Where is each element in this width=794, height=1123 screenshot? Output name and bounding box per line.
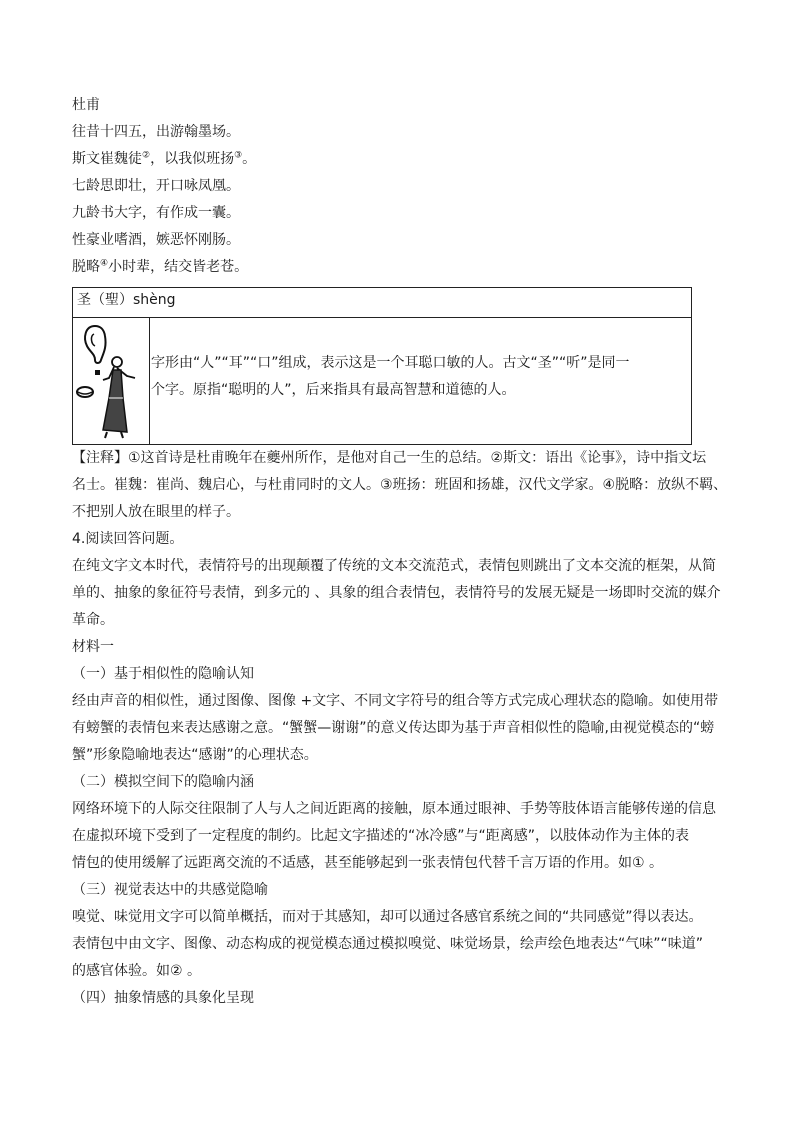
material-label: 材料一: [72, 639, 114, 655]
note-marker-4: ④: [100, 258, 109, 269]
ear-mouth-person-icon: [73, 318, 149, 444]
question-intro: 在纯文字文本时代，表情符号的出现颠覆了传统的文本交流范式，表情包则跳出了文本交流的框架，从简 单的、抽象的象征符号表情，到多元的 、具象的组合表情包，表情符号的发展无疑是一场即时交流的媒介 革命。: [72, 558, 721, 628]
poem-line-5: 性豪业嗜酒，嫉恶怀刚肠。: [72, 232, 240, 248]
poem-line-3: 七龄思即壮，开口咏凤凰。: [72, 178, 240, 194]
character-box: [72, 287, 692, 445]
poem-line-4: 九龄书大字，有作成一囊。: [72, 205, 240, 221]
section-1-body: 经由声音的相似性，通过图像、图像 +文字、不同文字符号的组合等方式完成心理状态的隐喻。如使用带 有螃蟹的表情包来表达感谢之意。“蟹蟹—谢谢”的意义传达即为基于声音相似性的隐喻,由视觉模态的“螃 蟹”形象隐喻地表达“感谢”的心理状态。: [72, 693, 719, 763]
section-3-body: 嗅觉、味觉用文字可以简单概括，而对于其感知，却可以通过各感官系统之间的“共同感觉”得以表达。 表情包中由文字、图像、动态构成的视觉模态通过模拟嗅觉、味觉场景，绘声绘色地表达“气味”“味道” 的感官体验。如② 。: [72, 909, 704, 979]
character-heading: 圣（聖）shèng: [73, 288, 691, 318]
note-marker-2: ②: [142, 150, 151, 161]
question-title: 4.阅读回答问题。: [72, 531, 184, 547]
note-marker-3: ③: [234, 150, 243, 161]
section-1-heading: （一）基于相似性的隐喻认知: [72, 666, 254, 682]
section-2-heading: （二）模拟空间下的隐喻内涵: [72, 774, 254, 790]
poem-author: 杜甫: [72, 97, 100, 113]
character-explanation: 字形由“人”“耳”“口”组成，表示这是一个耳聪口敏的人。古文“圣”“听”是同一 个字。原指“聪明的人”，后来指具有最高智慧和道德的人。: [151, 355, 630, 398]
character-illustration: [73, 318, 150, 444]
poem-line-2: 斯文崔魏徒②，以我似班扬③。: [72, 150, 257, 167]
poem-line-1: 往昔十四五，出游翰墨场。: [72, 124, 240, 140]
poem-line-6: 脱略④小时辈，结交皆老苍。: [72, 258, 249, 275]
section-2-body: 网络环境下的人际交往限制了人与人之间近距离的接触，原本通过眼神、手势等肢体语言能够传递的信息 在虚拟环境下受到了一定程度的制约。比起文字描述的“冰冷感”与“距离感”，以肢体动作为主体的表 情包的使用缓解了远距离交流的不适感，甚至能够起到一张表情包代替千言万语的作用。如① 。: [72, 801, 716, 871]
annotation-note: 【注释】①这首诗是杜甫晚年在夔州所作，是他对自己一生的总结。②斯文：语出《论事》，诗中指文坛 名士。崔魏：崔尚、魏启心，与杜甫同时的文人。③班扬：班固和扬雄，汉代文学家。④脱略：放纵不羁、 不把别人放在眼里的样子。: [72, 450, 728, 520]
section-3-heading: （三）视觉表达中的共感觉隐喻: [72, 882, 268, 898]
section-4-heading: （四）抽象情感的具象化呈现: [72, 990, 254, 1006]
